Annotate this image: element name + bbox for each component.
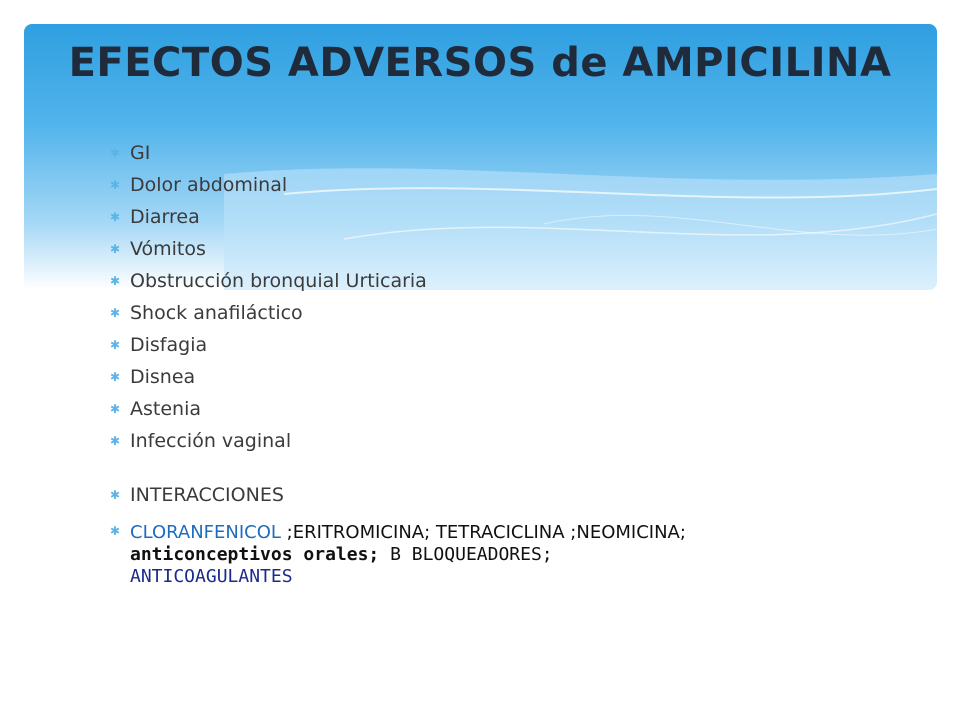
list-item: ✱ Obstrucción bronquial Urticaria [110, 265, 427, 297]
asterisk-bullet-icon: ✱ [110, 524, 121, 538]
interaction-drugs-antibiotics: ;ERITROMICINA; TETRACICLINA ;NEOMICINA; [280, 522, 686, 543]
asterisk-bullet-icon: ✱ [110, 402, 121, 416]
interaction-b-bloqueadores: B BLOQUEADORES; [379, 544, 553, 565]
adverse-effects-list [110, 137, 427, 511]
list-spacer [110, 457, 427, 479]
asterisk-bullet-icon: ✱ [110, 488, 121, 502]
asterisk-bullet-icon: ✱ [110, 178, 121, 192]
list-item: ✱ Vómitos [110, 233, 427, 265]
asterisk-bullet-icon: ✱ [110, 338, 121, 352]
list-item: ✱ Infección vaginal [110, 425, 427, 457]
list-item: ✱ Disnea [110, 361, 427, 393]
interactions-header: ✱ INTERACCIONES [110, 479, 427, 511]
asterisk-bullet-icon: ✱ [110, 210, 121, 224]
list-item: ✱ Astenia [110, 393, 427, 425]
interactions-text [130, 522, 870, 588]
interactions-list-item [110, 522, 870, 588]
asterisk-bullet-icon: ✱ [110, 434, 121, 448]
asterisk-bullet-icon: ✱ [110, 370, 121, 384]
interaction-anticonceptivos: anticonceptivos orales; [130, 544, 380, 565]
list-item: ✱ Shock anafiláctico [110, 297, 427, 329]
interaction-anticoagulantes: ANTICOAGULANTES [130, 566, 293, 587]
asterisk-bullet-icon: ✱ [110, 274, 121, 288]
list-item: ✱ Diarrea [110, 201, 427, 233]
asterisk-bullet-icon: ✱ [110, 146, 121, 160]
asterisk-bullet-icon: ✱ [110, 242, 121, 256]
slide-title: EFECTOS ADVERSOS de AMPICILINA [68, 40, 892, 86]
list-item: ✱ GI [110, 137, 427, 169]
list-item: ✱ Dolor abdominal [110, 169, 427, 201]
interaction-drug-cloranfenicol: CLORANFENICOL [130, 522, 281, 543]
asterisk-bullet-icon: ✱ [110, 306, 121, 320]
list-item: ✱ Disfagia [110, 329, 427, 361]
